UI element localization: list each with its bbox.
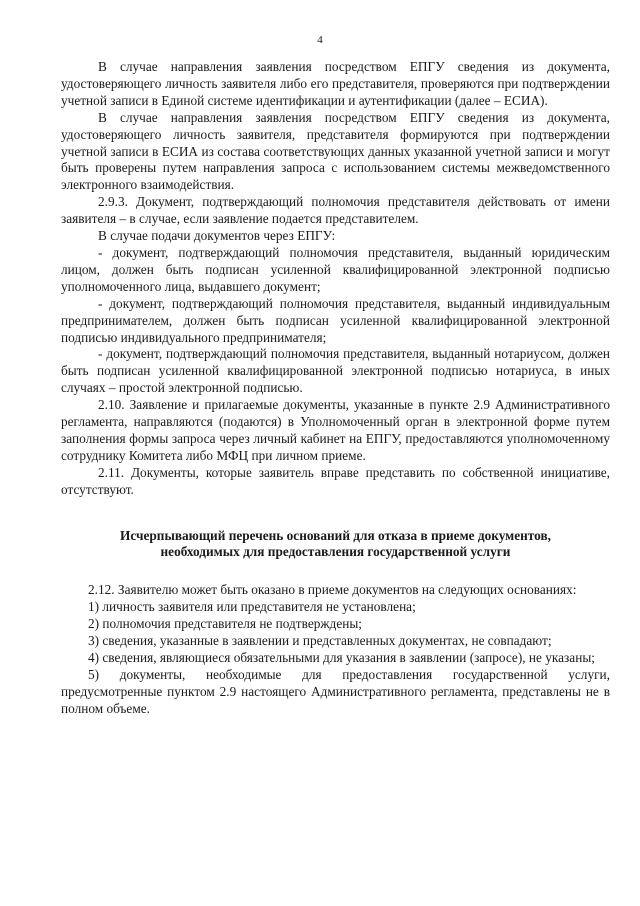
paragraph-2-10: 2.10. Заявление и прилагаемые документы, указанные в пункте 2.9 Административного регламента, направляются (подаются) в Уполномоченный орган в электронной форме путем заполнения формы запроса через личный кабинет на ЕПГУ, предоставляются уполномоченному сотруднику Комитета либо МФЦ при личном приеме. <box>61 397 610 463</box>
section-heading-line-1: Исчерпывающий перечень оснований для отказа в приеме документов, <box>120 527 551 543</box>
section-heading-line-2: необходимых для предоставления государственной услуги <box>160 544 511 560</box>
page-content <box>61 59 610 718</box>
ground-item-3: 3) сведения, указанные в заявлении и представленных документах, не совпадают; <box>88 633 552 649</box>
refusal-grounds-list <box>61 582 610 717</box>
ground-item-5: 5) документы, необходимые для предоставления государственной услуги, предусмотренные пунктом 2.9 настоящего Административного регламента, представлены не в полном объеме. <box>61 666 610 716</box>
paragraph-2-11: 2.11. Документы, которые заявитель вправе представить по собственной инициативе, отсутствуют. <box>61 464 610 497</box>
paragraph-esia-identity-check: В случае направления заявления посредством ЕПГУ сведения из документа, удостоверяющего личность заявителя либо его представителя, проверяются при подтверждении учетной записи в Единой системе идентификации и аутентификации (далее – ЕСИА). <box>61 59 610 108</box>
paragraph-esia-data-forming: В случае направления заявления посредством ЕПГУ сведения из документа, удостоверяющего личность заявителя, представителя формируются при подтверждении учетной записи в ЕСИА из состава соответствующих данных указанной учетной записи и могут быть проверены путем направления запроса с использованием системы межведомственного электронного взаимодействия. <box>61 109 610 193</box>
paragraph-2-9-3: 2.9.3. Документ, подтверждающий полномочия представителя действовать от имени заявителя – в случае, если заявление подается представителем. <box>61 194 610 227</box>
paragraph-2-12: 2.12. Заявителю может быть оказано в приеме документов на следующих основаниях: <box>88 582 577 598</box>
ground-item-1: 1) личность заявителя или представителя не установлена; <box>88 599 416 615</box>
list-item-legal-entity: - документ, подтверждающий полномочия представителя, выданный юридическим лицом, должен быть подписан усиленной квалифицированной электронной подписью уполномоченного лица, выдавшего документ; <box>61 244 610 294</box>
page-number: 4 <box>317 34 323 46</box>
list-item-notary: - документ, подтверждающий полномочия представителя, выданный нотариусом, должен быть подписан усиленной квалифицированной электронной подписью нотариуса, в иных случаях – простой электронной подписью. <box>61 346 610 396</box>
list-item-entrepreneur: - документ, подтверждающий полномочия представителя, выданный индивидуальным предпринимателем, должен быть подписан усиленной квалифицированной электронной подписью индивидуального предпринимателя; <box>61 295 610 345</box>
section-heading <box>61 528 610 562</box>
paragraph-epgu-submission: В случае подачи документов через ЕПГУ: <box>98 228 336 244</box>
ground-item-4: 4) сведения, являющиеся обязательными для указания в заявлении (запросе), не указаны; <box>88 650 595 665</box>
ground-item-2: 2) полномочия представителя не подтверждены; <box>88 616 362 632</box>
